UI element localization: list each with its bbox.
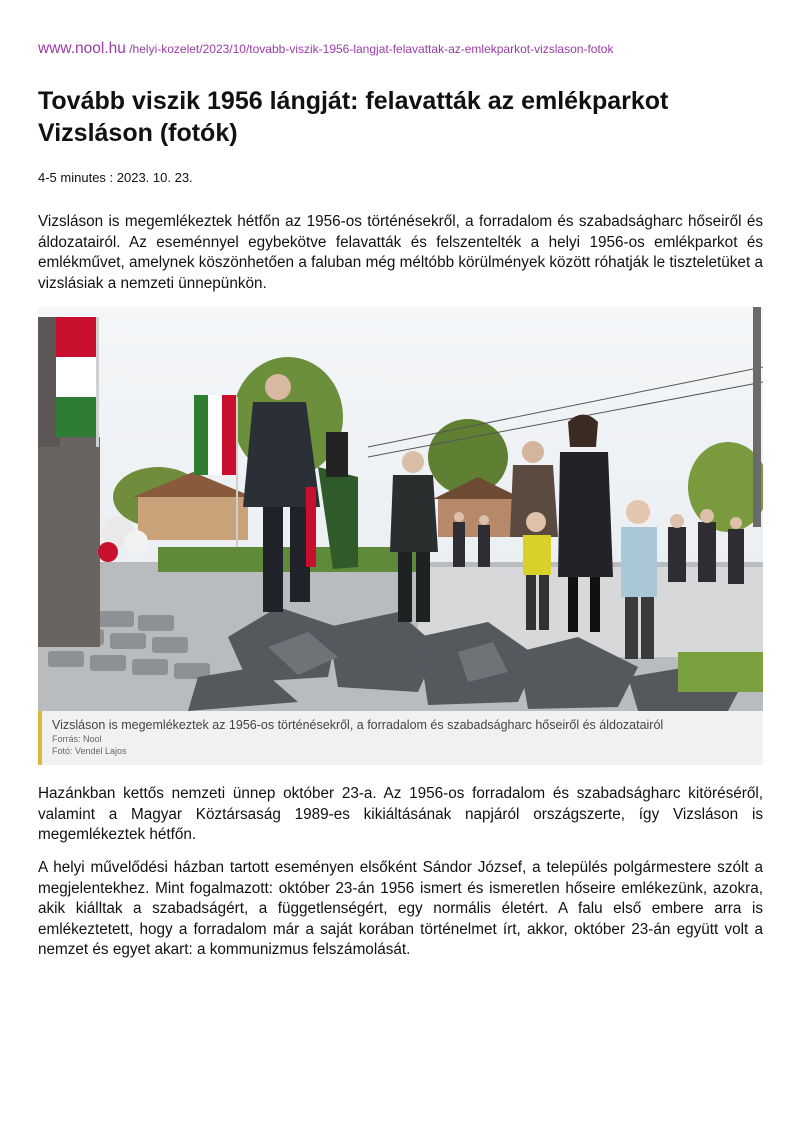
article-title: Tovább viszik 1956 lángját: felavatták az emlékparkot Vizsláson (fotók) bbox=[38, 87, 669, 147]
article-intro: Vizsláson is megemlékeztek hétfőn az 1956-os történésekről, a forradalom és szabadságharc hőseiről és áldozatairól. Az eseménnyel egybekötve felavatták és felszentelték a helyi 1956-os emlékparkot és emlékművet, amelynek köszönhetően a faluban még méltóbb körülmények között róhatják le tiszteletüket a vizslásiak a nemzeti ünnepünkön. bbox=[38, 213, 763, 292]
url-path[interactable]: /helyi-kozelet/2023/10/tovabb-viszik-1956-langjat-felavattak-az-emlekparkot-vizslason-fotok bbox=[125, 42, 614, 56]
photo-caption bbox=[38, 711, 763, 765]
article-paragraph: A helyi művelődési házban tartott eseményen elsőként Sándor József, a település polgármestere szólt a megjelentekhez. Mint fogalmazott: október 23-án 1956 ismert és ismeretlen hőseire emlékezünk, azokra, akik kiálltak a szabadságért, a függetlenségért, egy normális életért. A falu első embere arra is emlékeztetett, hogy a forradalom már a saját korában történelmet írt, akkor, október 23-án együtt volt a nemzet és egyet akart: a kommunizmus felszámolását. bbox=[38, 859, 763, 958]
caption-photographer: Fotó: Vendel Lajos bbox=[52, 746, 127, 756]
source-url[interactable] bbox=[38, 40, 613, 58]
caption-source: Forrás: Nool bbox=[52, 734, 102, 744]
article-paragraph: Hazánkban kettős nemzeti ünnep október 23-a. Az 1956-os forradalom és szabadságharc kitöréséről, valamint a Magyar Köztársaság 1989-es kikiáltásának napjáról országszerte, így Vizsláson is megemlékeztek hétfőn. bbox=[38, 785, 763, 843]
caption-text: Vizsláson is megemlékeztek az 1956-os történésekről, a forradalom és szabadságharc hőseiről és áldozatairól bbox=[52, 718, 664, 732]
article-meta: 4-5 minutes : 2023. 10. 23. bbox=[38, 170, 193, 185]
url-domain[interactable]: www.nool.hu bbox=[38, 40, 126, 57]
article-photo bbox=[38, 307, 763, 711]
